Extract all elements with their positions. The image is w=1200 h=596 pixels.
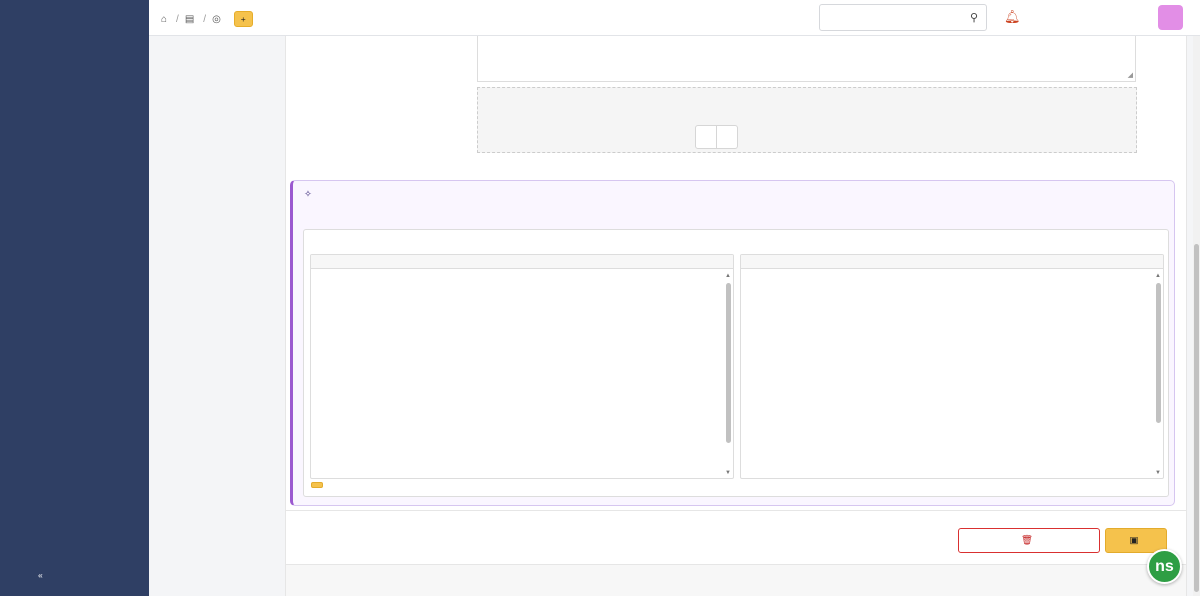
briefcase-icon: ▤ <box>184 13 195 25</box>
trash-icon: 🗑︎ <box>1020 535 1034 546</box>
no-file-label <box>717 126 737 148</box>
form-actions <box>286 510 1186 564</box>
lifebuoy-icon: ◎ <box>212 13 221 25</box>
sparkles-icon: ✧ <box>304 189 312 200</box>
bell-icon: 🔔︎ <box>1004 9 1021 24</box>
apply-to-editor-button[interactable] <box>311 482 323 488</box>
before-column <box>310 254 734 479</box>
ai-result-panel <box>303 229 1169 497</box>
before-content <box>311 269 721 478</box>
breadcrumb <box>161 11 253 27</box>
after-content <box>741 269 1151 478</box>
scroll-down-icon[interactable]: ▼ <box>1155 470 1161 476</box>
before-scrollbar[interactable] <box>726 275 731 468</box>
choose-files-button[interactable] <box>696 126 717 148</box>
floppy-icon: ▣ <box>1129 535 1139 546</box>
record-meta <box>286 564 1186 596</box>
avatar[interactable] <box>1158 5 1183 30</box>
ai-assistant-panel <box>290 180 1175 506</box>
top-header <box>149 0 1200 36</box>
add-button[interactable] <box>234 11 253 27</box>
page-scrollbar[interactable] <box>1193 36 1200 596</box>
home-icon: ⌂ <box>161 13 168 25</box>
file-upload-zone[interactable] <box>477 87 1137 153</box>
collapse-menu-button[interactable] <box>38 570 45 580</box>
notifications-bell[interactable] <box>1004 9 1021 25</box>
glpi-logo[interactable] <box>0 0 149 44</box>
plus-icon: + <box>240 14 246 24</box>
file-input[interactable] <box>695 125 738 149</box>
delete-permanently-button[interactable] <box>958 528 1100 553</box>
before-header <box>311 255 733 269</box>
sidebar <box>0 0 149 596</box>
main-card <box>285 36 1187 596</box>
scroll-up-icon[interactable]: ▲ <box>725 273 731 279</box>
nextool-logo-icon[interactable]: ns <box>1147 549 1182 584</box>
breadcrumb-separator: / <box>176 13 179 25</box>
scroll-up-icon[interactable]: ▲ <box>1155 273 1161 279</box>
scroll-down-icon[interactable]: ▼ <box>725 470 731 476</box>
resize-grip-icon[interactable]: ◢ <box>1127 72 1133 79</box>
breadcrumb-separator: / <box>203 13 207 25</box>
search-input[interactable] <box>820 5 960 30</box>
global-search <box>819 4 987 31</box>
double-chevron-left-icon: « <box>38 570 43 580</box>
after-header <box>741 255 1163 269</box>
content-editor[interactable] <box>477 36 1136 82</box>
search-icon[interactable]: ⚲ <box>969 12 978 24</box>
after-column <box>740 254 1164 479</box>
ai-assistant-title <box>304 189 312 200</box>
after-scrollbar[interactable] <box>1156 275 1161 468</box>
